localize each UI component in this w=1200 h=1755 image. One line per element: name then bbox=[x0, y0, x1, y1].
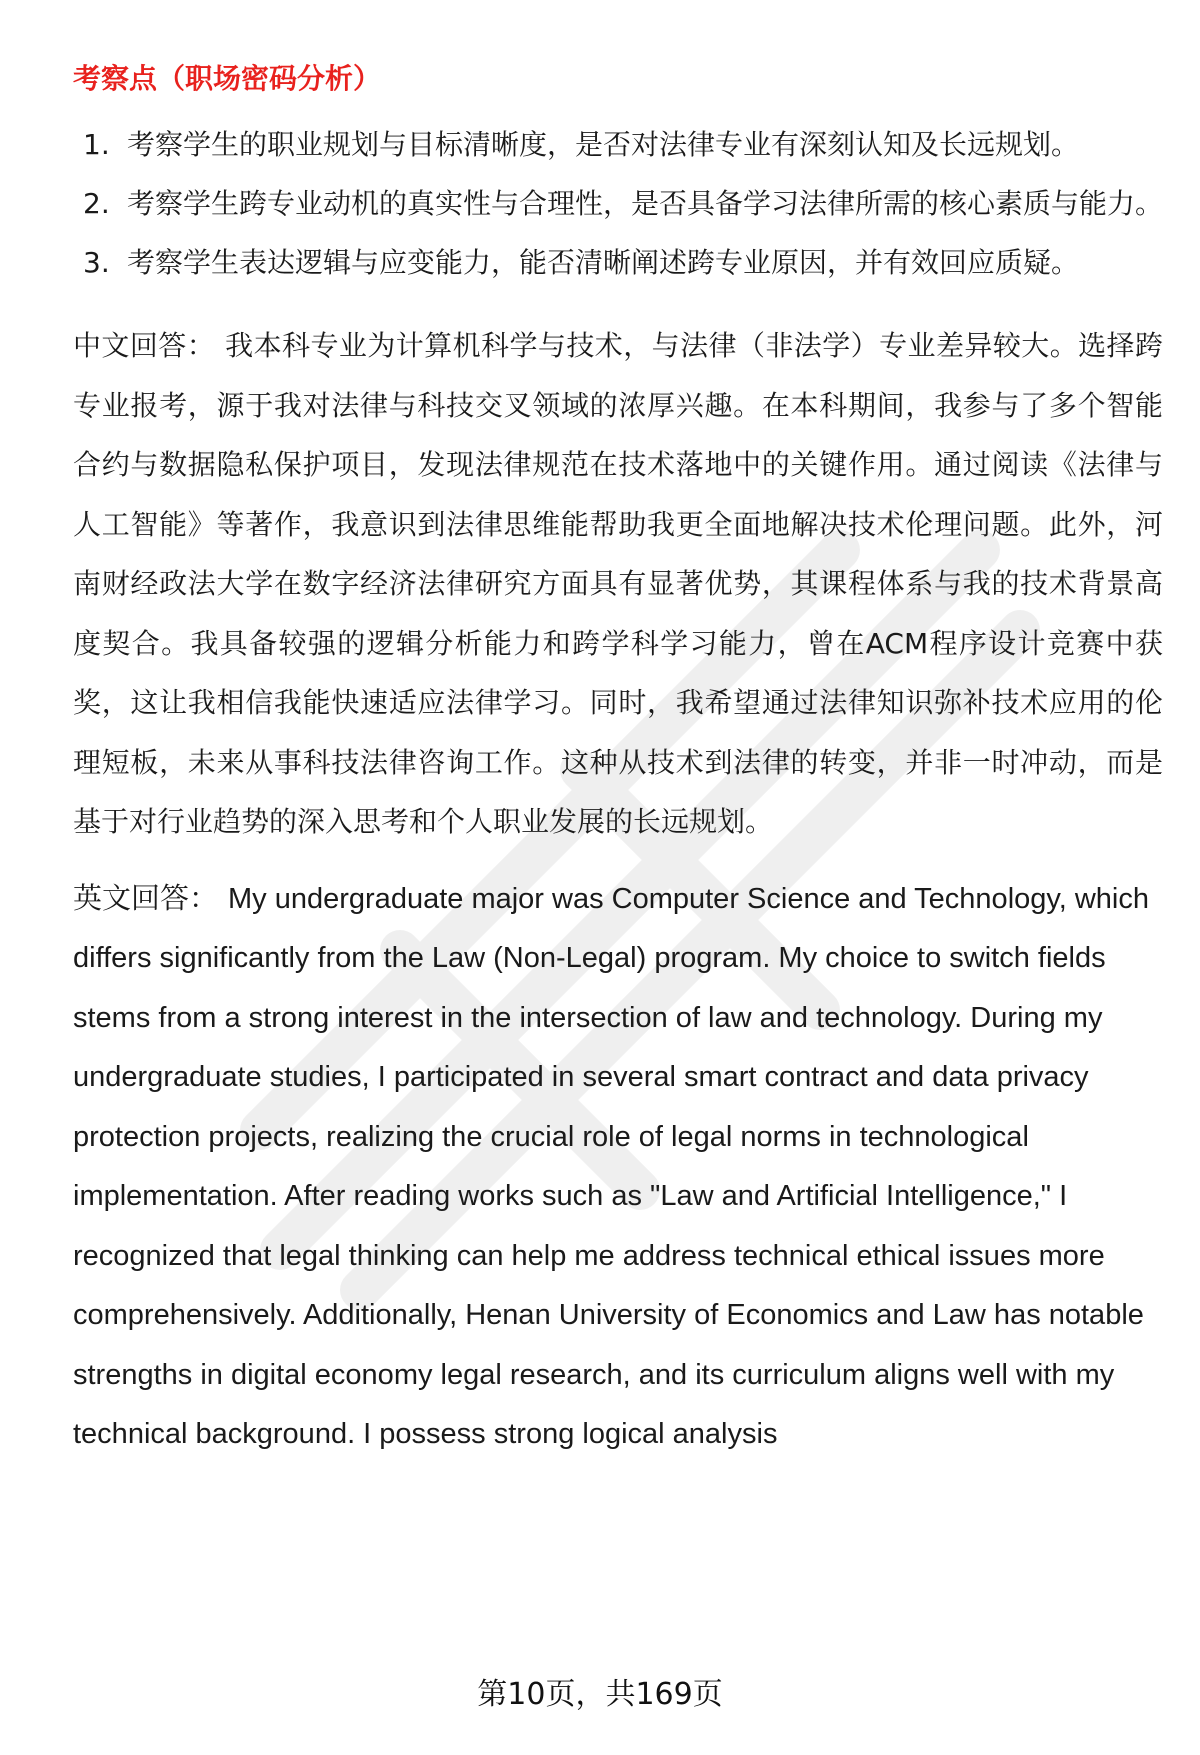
list-item-number: 3. bbox=[83, 246, 110, 279]
list-item-text: 考察学生跨专业动机的真实性与合理性，是否具备学习法律所需的核心素质与能力。 bbox=[127, 187, 1164, 220]
list-item-number: 2. bbox=[83, 187, 110, 220]
list-item-number: 1. bbox=[83, 128, 110, 161]
list-item bbox=[73, 115, 1163, 174]
section-heading: 考察点（职场密码分析） bbox=[73, 62, 382, 95]
list-item-text: 考察学生表达逻辑与应变能力，能否清晰阐述跨专业原因，并有效回应质疑。 bbox=[127, 246, 1080, 279]
english-answer-label: 英文回答： bbox=[73, 882, 219, 915]
assessment-points-list bbox=[73, 115, 1163, 292]
chinese-answer-text: 我本科专业为计算机科学与技术，与法律（非法学）专业差异较大。选择跨专业报考，源于我对法律与科技交叉领域的浓厚兴趣。在本科期间，我参与了多个智能合约与数据隐私保护项目，发现法律规范在技术落地中的关键作用。通过阅读《法律与人工智能》等著作，我意识到法律思维能帮助我更全面地解决技术伦理问题。此外，河南财经政法大学在数字经济法律研究方面具有显著优势，其课程体系与我的技术背景高度契合。我具备较强的逻辑分析能力和跨学科学习能力，曾在ACM程序设计竞赛中获奖，这让我相信我能快速适应法律学习。同时，我希望通过法律知识弥补技术应用的伦理短板，未来从事科技法律咨询工作。这种从技术到法律的转变，并非一时冲动，而是基于对行业趋势的深入思考和个人职业发展的长远规划。 bbox=[73, 329, 1163, 838]
list-item bbox=[73, 233, 1163, 292]
list-item-text: 考察学生的职业规划与目标清晰度，是否对法律专业有深刻认知及长远规划。 bbox=[127, 128, 1080, 161]
chinese-answer-label: 中文回答： bbox=[73, 329, 216, 362]
page-number-footer: 第10页，共169页 bbox=[477, 1677, 723, 1712]
list-item bbox=[73, 174, 1163, 233]
english-answer-text: My undergraduate major was Computer Science and Technology, which differs significantly from the Law (Non-Legal) program. My choice to switch fields stems from a strong interest in the intersection of law and technology. During my undergraduate studies, I participated in several smart contract and data privacy protection projects, realizing the crucial role of legal norms in technological implementation. After reading works such as "Law and Artificial Intelligence," I recognized that legal thinking can help me address technical ethical issues more comprehensively. Additionally, Henan University of Economics and Law has notable strengths in digital economy legal research, and its curriculum aligns well with my technical background. I possess strong logical analysis bbox=[73, 882, 1149, 1450]
main-content bbox=[73, 55, 1163, 1483]
english-answer bbox=[73, 870, 1163, 1465]
chinese-answer bbox=[73, 316, 1163, 852]
